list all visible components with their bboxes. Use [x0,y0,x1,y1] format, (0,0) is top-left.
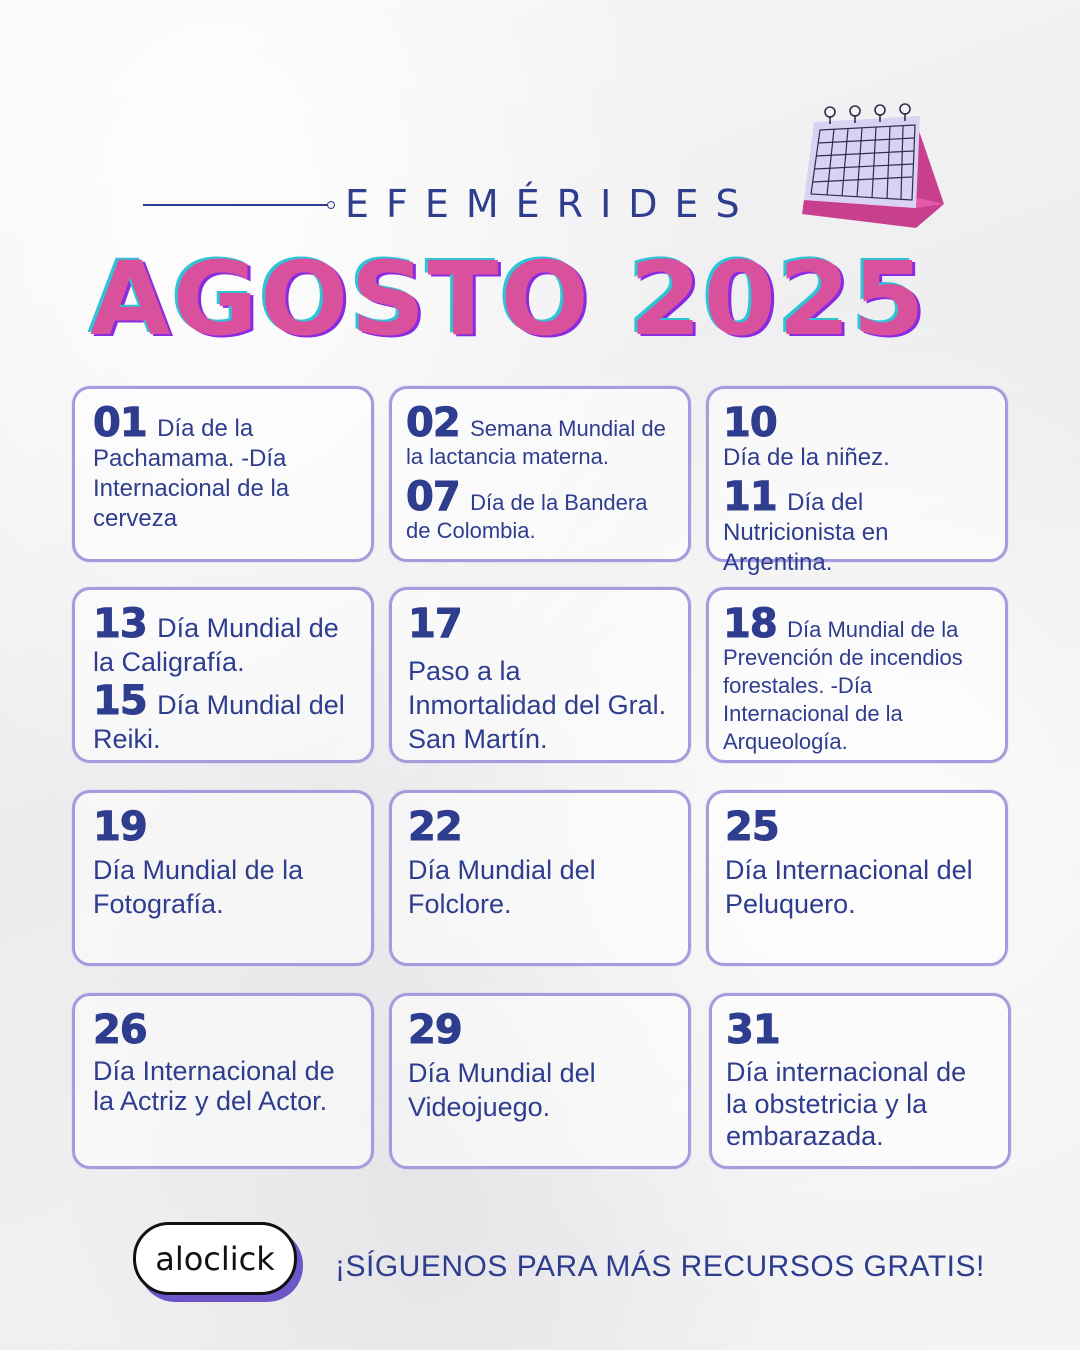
date-entry [93,1007,353,1116]
date-card [389,587,691,763]
date-entry [408,804,672,921]
brand-logo[interactable] [133,1222,303,1302]
event-text: Día Mundial de la Caligrafía. [93,613,339,677]
date-entry [723,400,991,473]
event-text: Día Mundial de la Prevención de incendios forestales. -Día Internacional de la Arqueología. [723,617,963,754]
day-number: 31 [726,1007,780,1053]
event-text: Día Mundial de la Fotografía. [93,855,304,919]
event-text: Día Mundial del Reiki. [93,690,345,754]
date-entry [723,474,991,578]
date-card [706,790,1008,966]
event-text: Día de la Bandera de Colombia. [406,490,648,543]
event-text: Semana Mundial de la lactancia materna. [406,416,666,469]
date-entry [723,601,991,756]
date-card [72,790,374,966]
date-entry [408,601,672,756]
day-number: 11 [723,474,777,520]
day-number: 15 [93,678,147,724]
logo-text: aloclick [133,1222,297,1295]
date-card [389,790,691,966]
date-entry [406,474,674,545]
event-text: Día Internacional de la Actriz y del Actor. [93,1056,335,1116]
day-number: 13 [93,601,147,647]
date-entry [93,804,353,921]
date-card [706,587,1008,763]
event-text: Día Internacional del Peluquero. [725,855,973,919]
event-text: Paso a la Inmortalidad del Gral. San Martín. [408,656,667,754]
day-number: 19 [93,804,147,850]
date-entry [93,601,353,679]
event-text: Día Mundial del Videojuego. [408,1058,596,1122]
day-number: 22 [408,804,462,850]
follow-cta: ¡SÍGUENOS PARA MÁS RECURSOS GRATIS! [335,1250,985,1283]
header-divider-line [143,204,329,206]
day-number: 29 [408,1007,462,1053]
event-text: Día del Nutricionista en Argentina. [723,489,889,576]
calendar-icon [798,100,948,232]
date-card [389,386,691,562]
event-text: Día de la niñez. [723,444,890,471]
day-number: 25 [725,804,779,850]
date-card [72,993,374,1169]
date-entry [408,1007,672,1124]
date-card [72,587,374,763]
date-entry [93,400,353,534]
day-number: 07 [406,474,460,520]
date-entry [726,1007,994,1152]
date-entry [406,400,674,471]
day-number: 17 [408,601,462,647]
date-card [709,993,1011,1169]
event-text: Día de la Pachamama. -Día Internacional de la cerveza [93,415,290,532]
day-number: 18 [723,601,777,647]
date-card [706,386,1008,576]
date-card [72,386,374,562]
day-number: 02 [406,400,460,446]
event-text: Día internacional de la obstetricia y la embarazada. [726,1057,967,1151]
day-number: 01 [93,400,147,446]
day-number: 26 [93,1007,147,1053]
date-entry [725,804,989,921]
event-text: Día Mundial del Folclore. [408,855,596,919]
date-card [389,993,691,1169]
date-entry [93,678,353,756]
page-title: AGOSTO 2025 [90,240,927,359]
subtitle: EFEMÉRIDES [345,182,757,226]
day-number: 10 [723,400,777,446]
